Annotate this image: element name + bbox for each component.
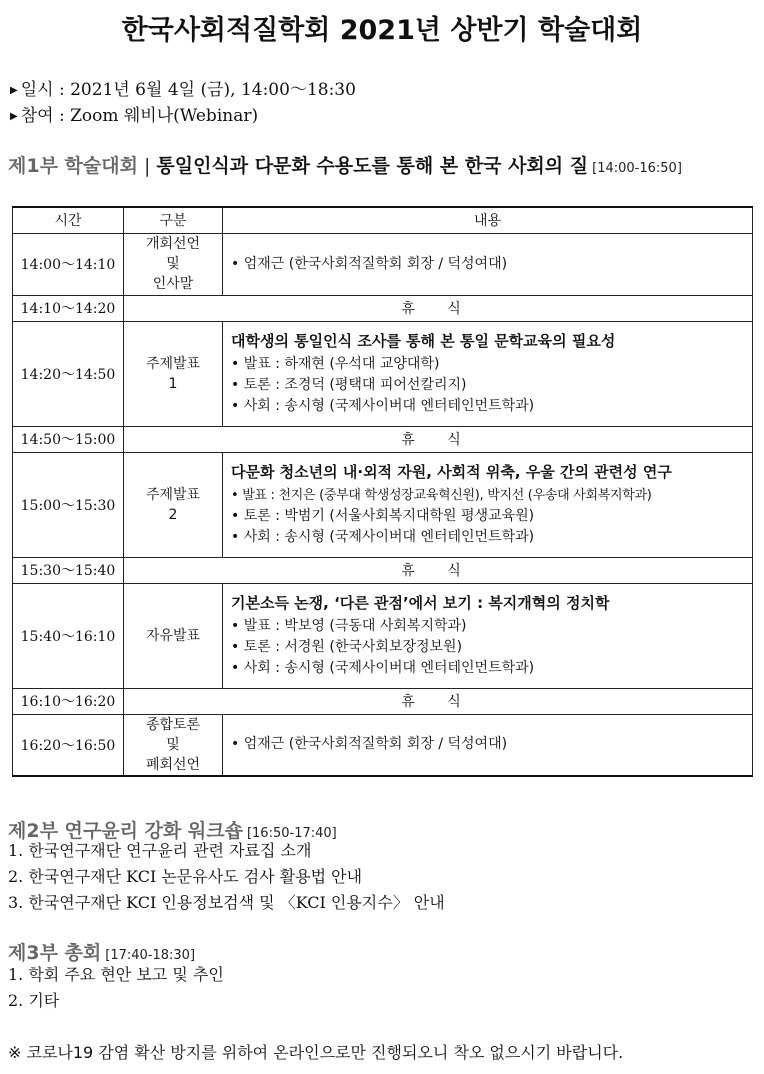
table-row xyxy=(13,688,753,714)
bullet-triangle-icon: ▶ xyxy=(10,85,18,96)
row-break: 휴 식 xyxy=(124,688,753,714)
event-venue-text: 참여 : Zoom 웨비나(Webinar) xyxy=(20,106,259,126)
row-time: 14:00～14:10 xyxy=(13,233,124,295)
row-time: 16:20～16:50 xyxy=(13,714,124,776)
event-date xyxy=(10,75,356,100)
list-item: 2. 기타 xyxy=(8,991,60,1010)
part1-separator: | xyxy=(143,155,151,177)
part3-heading xyxy=(8,938,195,965)
row-type: 주제발표 2 xyxy=(124,452,223,557)
part3-list xyxy=(8,962,224,1014)
part3-time: [17:40-18:30] xyxy=(105,948,196,963)
row-break: 휴 식 xyxy=(124,557,753,583)
list-item: 1. 한국연구재단 연구윤리 관련 자료집 소개 xyxy=(8,841,312,860)
list-item: 2. 한국연구재단 KCI 논문유사도 검사 활용법 안내 xyxy=(8,867,363,886)
table-row xyxy=(13,295,753,321)
row-time: 15:30～15:40 xyxy=(13,557,124,583)
table-row xyxy=(13,583,753,688)
row-time: 14:50～15:00 xyxy=(13,426,124,452)
header-content: 내용 xyxy=(223,207,753,233)
table-row xyxy=(13,233,753,295)
row-break: 휴 식 xyxy=(124,295,753,321)
header-type: 구분 xyxy=(124,207,223,233)
row-type: 개회선언 및 인사말 xyxy=(124,233,223,295)
part1-label: 제1부 학술대회 xyxy=(8,155,138,177)
list-item: 3. 한국연구재단 KCI 인용정보검색 및 〈KCI 인용지수〉 안내 xyxy=(8,893,445,912)
talk-title: 기본소득 논쟁, ‘다른 관점’에서 보기 : 복지개혁의 정치학 xyxy=(231,593,610,612)
table-row xyxy=(13,426,753,452)
event-date-text: 일시 : 2021년 6월 4일 (금), 14:00～18:30 xyxy=(20,80,356,100)
talk-title: 다문화 청소년의 내·외적 자원, 사회적 위축, 우울 간의 관련성 연구 xyxy=(231,462,672,481)
row-type: 자유발표 xyxy=(124,583,223,688)
event-venue xyxy=(10,101,258,126)
notice-text: ※ 코로나19 감염 확산 방지를 위하여 온라인으로만 진행되오니 착오 없으시기 바랍니다. xyxy=(8,1043,624,1062)
schedule-header-row xyxy=(13,207,753,233)
row-break: 휴 식 xyxy=(124,426,753,452)
part1-heading xyxy=(8,151,682,178)
list-item: 1. 학회 주요 현안 보고 및 추인 xyxy=(8,965,224,984)
row-content: • 엄재근 (한국사회적질학회 회장 / 덕성여대) xyxy=(223,233,753,295)
table-row xyxy=(13,321,753,426)
row-type: 주제발표 1 xyxy=(124,321,223,426)
row-content: 다문화 청소년의 내·외적 자원, 사회적 위축, 우울 간의 관련성 연구 • 발표 : 천지은 (중부대 학생성장교육혁신원), 박지선 (우송대 사회복지학과) • 토론 : 박범기 (서울사회복지대학원 평생교육원) • 사회 : 송시형 (국제사이버대 엔터테인먼트학과) xyxy=(223,452,753,557)
schedule-table xyxy=(12,206,753,777)
table-row xyxy=(13,452,753,557)
row-time: 14:20～14:50 xyxy=(13,321,124,426)
table-row xyxy=(13,714,753,776)
part1-time: [14:00-16:50] xyxy=(592,161,682,176)
row-type: 종합토론 및 폐회선언 xyxy=(124,714,223,776)
row-time: 16:10～16:20 xyxy=(13,688,124,714)
row-content: 기본소득 논쟁, ‘다른 관점’에서 보기 : 복지개혁의 정치학 • 발표 : 박보영 (극동대 사회복지학과) • 토론 : 서경원 (한국사회보장정보원) • 사회 : 송시형 (국제사이버대 엔터테인먼트학과) xyxy=(223,583,753,688)
table-row xyxy=(13,557,753,583)
page-title: 한국사회적질학회 2021년 상반기 학술대회 xyxy=(121,15,643,46)
talk-title: 대학생의 통일인식 조사를 통해 본 통일 문학교육의 필요성 xyxy=(231,331,616,350)
row-time: 15:40～16:10 xyxy=(13,583,124,688)
part1-topic: 통일인식과 다문화 수용도를 통해 본 한국 사회의 질 xyxy=(156,155,589,177)
bullet-triangle-icon: ▶ xyxy=(10,111,18,122)
header-time: 시간 xyxy=(13,207,124,233)
part2-label: 제2부 연구윤리 강화 워크숍 xyxy=(8,820,243,842)
row-time: 15:00～15:30 xyxy=(13,452,124,557)
row-content: • 엄재근 (한국사회적질학회 회장 / 덕성여대) xyxy=(223,714,753,776)
row-content: 대학생의 통일인식 조사를 통해 본 통일 문학교육의 필요성 • 발표 : 하재현 (우석대 교양대학) • 토론 : 조경덕 (평택대 피어선칼리지) • 사회 : 송시형 (국제사이버대 엔터테인먼트학과) xyxy=(223,321,753,426)
part3-label: 제3부 총회 xyxy=(8,942,102,964)
part2-time: [16:50-17:40] xyxy=(246,826,337,841)
row-time: 14:10～14:20 xyxy=(13,295,124,321)
part2-list xyxy=(8,838,445,916)
